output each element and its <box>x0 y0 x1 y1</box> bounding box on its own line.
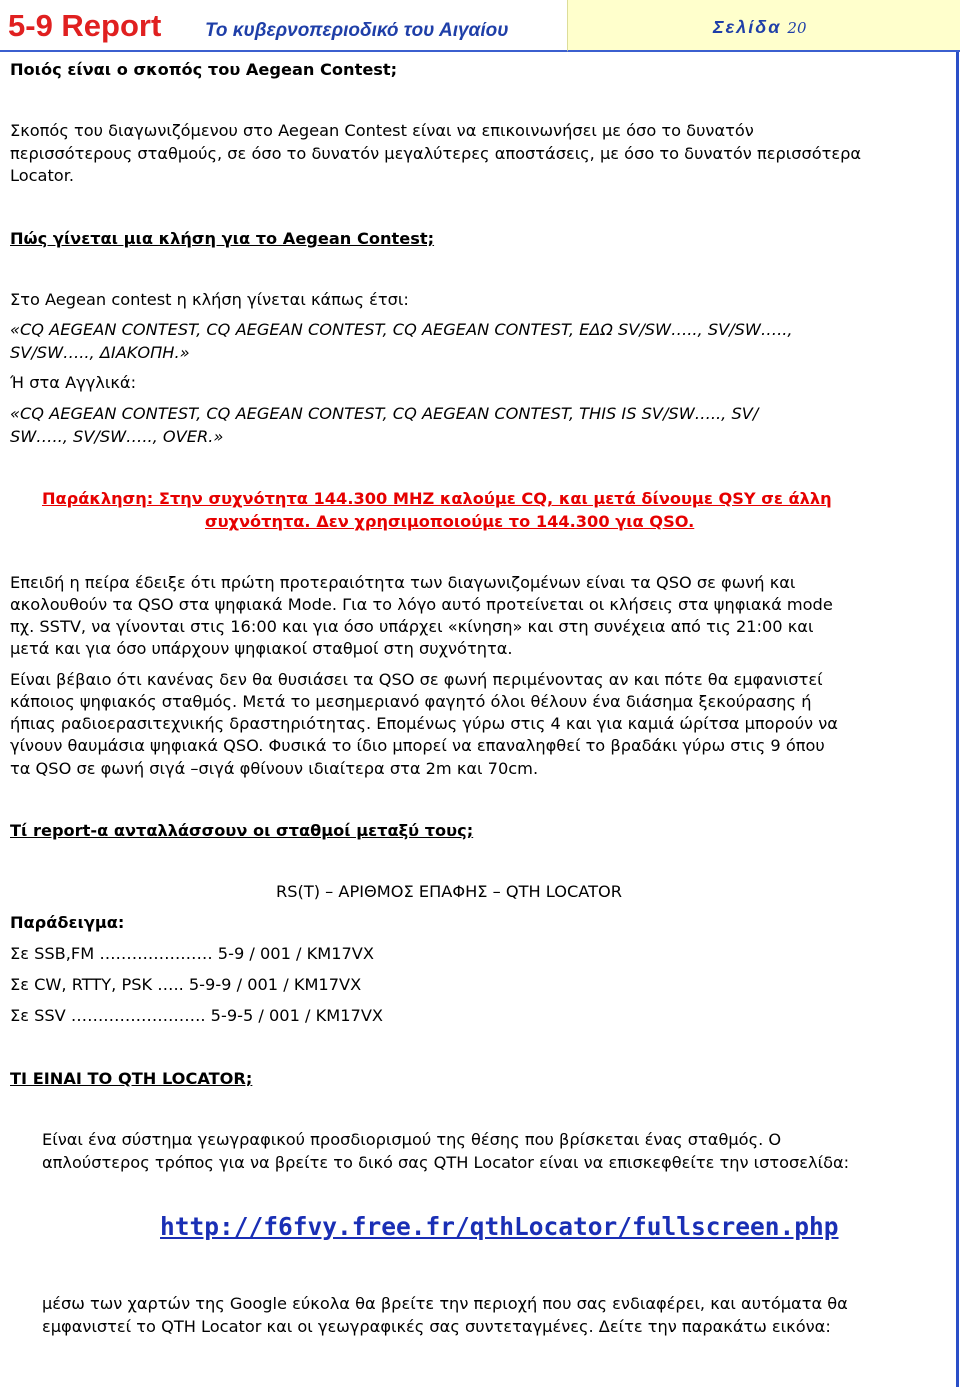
paragraph-line: Locator. <box>10 166 75 185</box>
report-format: RS(T) – ΑΡΙΘΜΟΣ ΕΠΑΦΗΣ – QTH LOCATOR <box>276 882 622 901</box>
magazine-logo-text: 5-9 Report <box>8 8 162 43</box>
page-label: Σελίδα <box>713 17 782 37</box>
paragraph-line: Επειδή η πείρα έδειξε ότι πρώτη προτεραιότητα των διαγωνιζομένων είναι τα QSO σε φωνή και <box>10 573 796 592</box>
paragraph-line: εμφανιστεί το QTH Locator και οι γεωγραφικές σας συντεταγμένες. Δείτε την παρακάτω εικόνα: <box>42 1317 831 1336</box>
greek-call-line: SV/SW….., ΔΙΑΚΟΠΗ.» <box>10 343 190 362</box>
page-indicator <box>713 17 807 38</box>
paragraph-line: πχ. SSTV, να γίνονται στις 16:00 και για όσο υπάρχει «κίνηση» και στη συνέχεια από τις 21:00 και <box>10 617 814 636</box>
paragraph-line: απλούστερος τρόπος για να βρείτε το δικό σας QTH Locator είναι να επισκεφθείτε την ιστοσελίδα: <box>42 1153 850 1172</box>
section-heading-qth: ΤΙ ΕΙΝΑΙ ΤΟ QTH LOCATOR; <box>10 1069 253 1088</box>
english-call-line: SW….., SV/SW….., OVER.» <box>10 427 224 446</box>
notice-line: συχνότητα. Δεν χρησιμοποιούμε το 144.300 για QSO. <box>205 512 695 531</box>
paragraph-line: μέσω των χαρτών της Google εύκολα θα βρείτε την περιοχή που σας ενδιαφέρει, και αυτόματα θα <box>42 1294 848 1313</box>
page-border-right <box>956 52 959 1387</box>
paragraph-line: περισσότερους σταθμούς, σε όσο το δυνατόν μεγαλύτερες αποστάσεις, με όσο το δυνατόν περισσότερα <box>10 144 862 163</box>
example-line: Σε SSB,FM ………………… 5-9 / 001 / KM17VX <box>10 944 374 963</box>
paragraph-line: τα QSO σε φωνή σιγά –σιγά φθίνουν ιδιαίτερα στα 2m και 70cm. <box>10 759 539 778</box>
greek-call-line: «CQ AEGEAN CONTEST, CQ AEGEAN CONTEST, CQ AEGEAN CONTEST, ΕΔΩ SV/SW….., SV/SW….., <box>10 320 793 339</box>
page-header <box>0 0 960 52</box>
section-heading-purpose: Ποιός είναι ο σκοπός του Aegean Contest; <box>10 60 398 79</box>
example-line: Σε CW, RTTY, PSK ….. 5-9-9 / 001 / KM17VX <box>10 975 362 994</box>
example-label: Παράδειγμα: <box>10 913 125 932</box>
paragraph-line: Σκοπός του διαγωνιζόμενου στο Aegean Contest είναι να επικοινωνήσει με όσο το δυνατόν <box>10 121 754 140</box>
notice-line: Παράκληση: Στην συχνότητα 144.300 MHZ καλούμε CQ, και μετά δίνουμε QSY σε άλλη <box>42 489 832 508</box>
paragraph-line: μετά και για όσο υπάρχουν ψηφιακοί σταθμοί στη συχνότητα. <box>10 639 513 658</box>
paragraph-line: ήπιας ραδιοερασιτεχνικής δραστηριότητας. Επομένως γύρω στις 4 και για καμιά ώρίτσα μπορούν να <box>10 714 838 733</box>
header-page-box <box>567 0 960 52</box>
magazine-subtitle: Το κυβερνοπεριοδικό του Αιγαίου <box>205 20 509 41</box>
call-intro: Στο Aegean contest η κλήση γίνεται κάπως έτσι: <box>10 290 409 309</box>
paragraph-line: ακολουθούν τα QSO στα ψηφιακά Mode. Για το λόγο αυτό προτείνεται οι κλήσεις στα ψηφιακά mode <box>10 595 833 614</box>
page-number: 20 <box>787 19 807 37</box>
section-heading-call: Πώς γίνεται μια κλήση για το Aegean Contest; <box>10 229 435 248</box>
english-call-line: «CQ AEGEAN CONTEST, CQ AEGEAN CONTEST, CQ AEGEAN CONTEST, THIS IS SV/SW….., SV/ <box>10 404 759 423</box>
paragraph-line: Είναι βέβαιο ότι κανένας δεν θα θυσιάσει τα QSO σε φωνή περιμένοντας αν και πότε θα εμφανιστεί <box>10 670 823 689</box>
qth-locator-link[interactable]: http://f6fvy.free.fr/qthLocator/fullscreen.php <box>160 1212 839 1241</box>
paragraph-line: γίνουν θαυμάσια ψηφιακά QSO. Φυσικά το ίδιο μπορεί να επαναληφθεί το βραδάκι γύρω στις 9 όπου <box>10 736 825 755</box>
example-line: Σε SSV ……………………. 5-9-5 / 001 / KM17VX <box>10 1006 383 1025</box>
section-heading-report: Τί report-α ανταλλάσσουν οι σταθμοί μεταξύ τους; <box>10 821 474 840</box>
header-title-bar <box>0 0 567 52</box>
paragraph-line: κάποιος ψηφιακός σταθμός. Μετά το μεσημεριανό φαγητό όλοι θέλουν ένα διάσημα ξεκούρασης ή <box>10 692 812 711</box>
english-intro: Ή στα Αγγλικά: <box>10 373 137 392</box>
paragraph-line: Είναι ένα σύστημα γεωγραφικού προσδιορισμού της θέσης που βρίσκεται ένας σταθμός. Ο <box>42 1130 782 1149</box>
